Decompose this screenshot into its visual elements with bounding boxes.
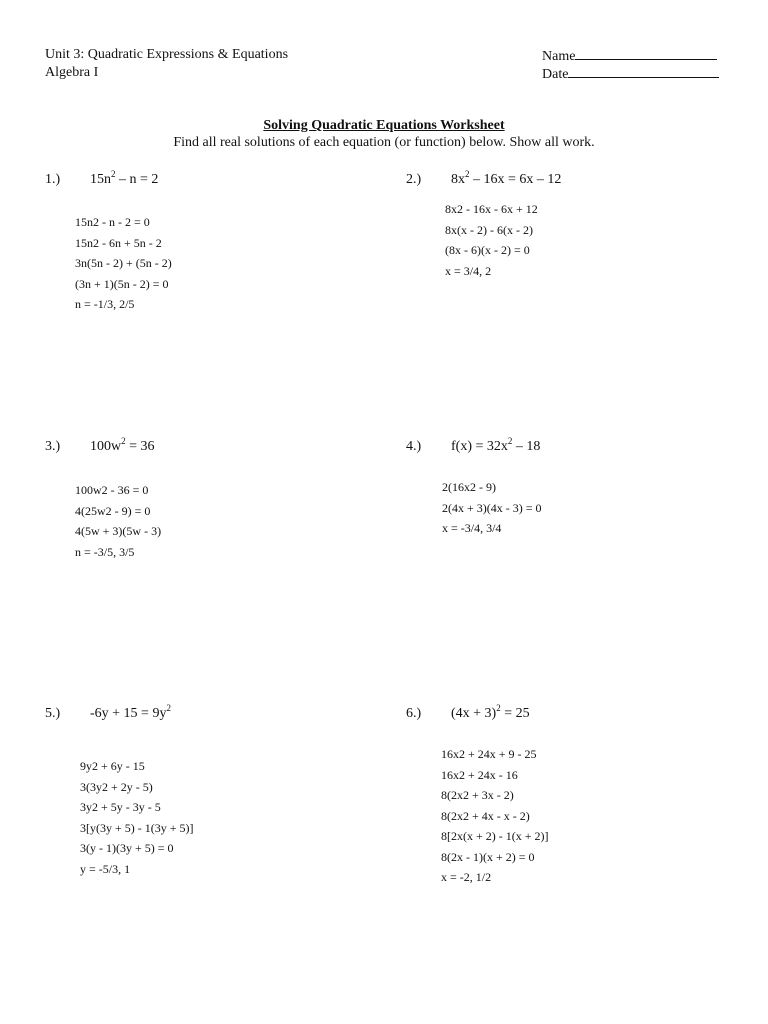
work-line: 8(2x2 + 3x - 2) [441, 788, 514, 802]
problem-1-work [75, 212, 172, 315]
work-line: 15n2 - 6n + 5n - 2 [75, 235, 162, 250]
course-name: Algebra I [45, 65, 99, 80]
problem-2-equation: $8x^2 - 16x = 6x - 12$ [451, 169, 562, 187]
problem-4-number: 4.) [406, 439, 422, 454]
problem-6-number: 6.) [406, 706, 422, 721]
problem-5-equation: $-6y + 15 = 9y^2$ [90, 703, 171, 721]
problem-2-number: 2.) [406, 172, 422, 187]
name-label: Name [542, 49, 576, 64]
problem-4-work [442, 477, 542, 539]
name-blank-line[interactable] [575, 46, 717, 60]
work-line: 4(25w2 - 9) = 0 [75, 503, 151, 518]
work-line: 8(2x - 1)(x + 2) = 0 [441, 849, 535, 864]
work-line: x = -2, 1/2 [441, 870, 492, 884]
problem-3-equation: $100w^2 = 36$ [90, 436, 155, 454]
problem-3-work [75, 480, 161, 562]
work-line: (3n + 1)(5n - 2) = 0 [75, 276, 169, 291]
work-line: 3y2 + 5y - 3y - 5 [80, 800, 161, 814]
work-line: 3[y(3y + 5) - 1(3y + 5)] [80, 820, 194, 835]
work-line: (8x - 6)(x - 2) = 0 [445, 243, 530, 257]
work-line: 100w2 - 36 = 0 [75, 483, 149, 497]
work-line: 16x2 + 24x - 16 [441, 767, 518, 782]
work-line: 8[2x(x + 2) - 1(x + 2)] [441, 829, 549, 843]
work-line: 8x(x - 2) - 6(x - 2) [445, 222, 533, 237]
date-blank-line[interactable] [568, 64, 719, 78]
work-line: 8(2x2 + 4x - x - 2) [441, 808, 530, 823]
date-label: Date [542, 67, 569, 82]
problem-4-equation: $f(x) = 32x^2 - 18$ [451, 436, 541, 454]
worksheet-instructions: Find all real solutions of each equation (or function) below. Show all work. [173, 135, 595, 150]
problem-2-work [445, 199, 538, 281]
work-line: 2(16x2 - 9) [442, 480, 496, 494]
problem-6-work [441, 744, 549, 888]
problem-5-work [80, 756, 194, 879]
problem-6-equation: $(4x + 3)^2 = 25$ [451, 703, 530, 721]
problem-3-number: 3.) [45, 439, 61, 454]
work-line: n = -3/5, 3/5 [75, 544, 135, 559]
name-field[interactable] [542, 46, 717, 66]
problem-1-equation: $15n^2 - n = 2$ [90, 169, 159, 187]
worksheet-title: Solving Quadratic Equations Worksheet [263, 118, 505, 133]
work-line: x = 3/4, 2 [445, 263, 492, 278]
date-field[interactable] [542, 64, 719, 84]
work-line: 8x2 - 16x - 6x + 12 [445, 202, 538, 216]
work-line: 3(3y2 + 2y - 5) [80, 779, 153, 794]
unit-title: Unit 3: Quadratic Expressions & Equations [45, 47, 289, 62]
work-line: n = -1/3, 2/5 [75, 297, 135, 311]
work-line: 2(4x + 3)(4x - 3) = 0 [442, 500, 542, 515]
work-line: y = -5/3, 1 [80, 861, 131, 876]
work-line: 15n2 - n - 2 = 0 [75, 215, 150, 229]
problem-5-number: 5.) [45, 706, 61, 721]
work-line: 3(y - 1)(3y + 5) = 0 [80, 841, 174, 855]
work-line: 16x2 + 24x + 9 - 25 [441, 747, 537, 761]
problem-1-number: 1.) [45, 172, 61, 187]
work-line: 4(5w + 3)(5w - 3) [75, 524, 162, 538]
work-line: x = -3/4, 3/4 [442, 521, 502, 535]
work-line: 3n(5n - 2) + (5n - 2) [75, 256, 172, 270]
work-line: 9y2 + 6y - 15 [80, 759, 145, 773]
